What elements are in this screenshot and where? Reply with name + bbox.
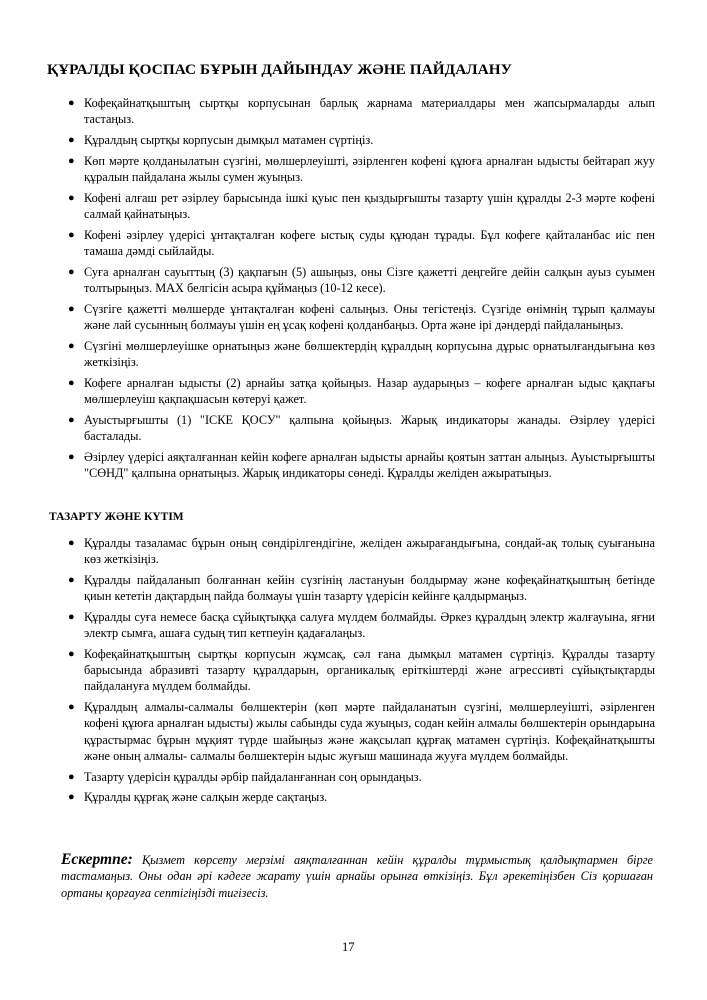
bullet-icon: ● bbox=[68, 537, 75, 549]
list-item: ● Құралды пайдаланып болғаннан кейін сүзгінің ластануын болдырмау және кофеқайнатқыштың бетінде қиын кететін дақтардың пайда болмауы үшін тазарту үдерісін кейінге қалдырмаңыз. bbox=[68, 573, 655, 604]
bullet-icon: ● bbox=[68, 450, 75, 463]
bullet-icon: ● bbox=[68, 265, 75, 278]
bullet-icon: ● bbox=[68, 228, 75, 241]
list-item: ● Тазарту үдерісін құралды әрбір пайдаланғаннан соң орындаңыз. bbox=[68, 769, 422, 784]
list-item: ● Кофеқайнатқыштың сыртқы корпусын жұмсақ, сәл ғана дымқыл матамен сүртіңіз. Құралды тазарту барысында абразивті тазарту құралдарын, органикалық еріткіштерді және агрессивті сұйықтықтарды пайдалануға мүлдем болмайды. bbox=[68, 647, 655, 694]
bullet-icon: ● bbox=[68, 154, 75, 167]
bullet-icon: ● bbox=[68, 134, 75, 146]
page-title: ҚҰРАЛДЫ ҚОСПАС БҰРЫН ДАЙЫНДАУ ЖӘНЕ ПАЙДАЛАНУ bbox=[47, 61, 512, 78]
list-item: ● Құралды құрғақ және салқын жерде сақтаңыз. bbox=[68, 790, 328, 805]
bullet-icon: ● bbox=[68, 302, 75, 315]
bullet-icon: ● bbox=[68, 701, 75, 714]
cleaning-list bbox=[70, 535, 655, 810]
note-label: Ескертпе bbox=[61, 851, 128, 868]
section-heading: ТАЗАРТУ ЖӘНЕ КҮТІМ bbox=[49, 511, 184, 523]
list-item: ● Кофені әзірлеу үдерісі ұнтақталған кофеге ыстық суды құюдан тұрады. Бұл кофеге қайталанбас иіс пен тамаша дәмді сыйлайды. bbox=[68, 227, 655, 258]
note-text: Қызмет көрсету мерзімі аяқталғаннан кейін құралды тұрмыстық қалдықтармен бірге тастамаңыз. Оны одан әрі кәдеге жарату үшін арнайы орынға өткізіңіз. Бұл әрекетіңізбен Сіз қоршаған ортаны қорғауға септігіңізді тигізесіз. bbox=[61, 853, 653, 900]
bullet-icon: ● bbox=[68, 339, 75, 352]
bullet-icon: ● bbox=[68, 770, 75, 783]
page-number: 17 bbox=[342, 940, 355, 954]
note-separator: : bbox=[127, 851, 133, 868]
list-item: ● Әзірлеу үдерісі аяқталғаннан кейін кофеге арналған ыдысты арнайы қоятын заттан алыңыз. Ауыстырғышты "СӨНД" қалпына орнатыңыз. Жарық индикаторы сөнеді. Құралды желіден ажыратыңыз. bbox=[68, 449, 655, 480]
list-item: ● Сүзгіні мөлшерлеуішке орнатыңыз және бөлшектердің құралдың корпусына дұрыс орнатылғандығына көз жеткізіңіз. bbox=[68, 338, 655, 369]
bullet-icon: ● bbox=[68, 97, 75, 109]
list-item: ● Құралдың алмалы-салмалы бөлшектерін (көп мәрте пайдаланатын сүзгіні, мөлшерлеуішті, әзірленген кофені құюға арналған ыдысты) жылы сабынды суда жуыңыз, содан кейін алмалы бөлшектерін орындарына құрастырмас бұрын мұқият түрде шайыңыз және жақсылап құрғақ матамен сүртіңіз. Кофеқайнатқышты және оның алмалы- салмалы бөлшектерін ыдыс жуғыш машинада жууға мүлдем болмайды. bbox=[68, 700, 655, 763]
bullet-icon: ● bbox=[68, 413, 75, 426]
preparation-list bbox=[70, 95, 655, 486]
list-item: ● Құралды тазаламас бұрын оның сөндірілгендігіне, желіден ажырағандығына, сондай-ақ толық суығанына көз жеткізіңіз. bbox=[68, 536, 655, 567]
bullet-icon: ● bbox=[68, 574, 75, 586]
list-item: ● Кофеқайнатқыштың сыртқы корпусынан барлық жарнама материалдары мен жапсырмаларды алып тастаңыз. bbox=[68, 96, 655, 127]
list-item: ● Құралды суға немесе басқа сұйықтыққа салуға мүлдем болмайды. Әркез құралдың электр жалғауына, яғни электр сымға, ашаға судың тип кетпеуін қадағалаңыз. bbox=[68, 610, 655, 641]
bullet-icon: ● bbox=[68, 648, 75, 660]
bullet-icon: ● bbox=[68, 376, 75, 389]
list-item: ● Кофеге арналған ыдысты (2) арнайы затқа қойыңыз. Назар аударыңыз – кофеге арналған ыдыс қақпағы мөлшерлеуіш қақпақшасын көтеруі қажет. bbox=[68, 375, 655, 406]
bullet-icon: ● bbox=[68, 191, 75, 204]
list-item: ● Суға арналған сауыттың (3) қақпағын (5) ашыңыз, оны Сізге қажетті деңгейге дейін салқын ауыз суымен толтырыңыз. MAX белгісін асыра құймаңыз (10-12 кесе). bbox=[68, 264, 655, 295]
list-item: ● Құралдың сыртқы корпусын дымқыл матамен сүртіңіз. bbox=[68, 133, 374, 147]
list-item: ● Көп мәрте қолданылатын сүзгіні, мөлшерлеуішті, әзірленген кофені құюға арналған ыдысты бейтарап жуу құралын пайдалана жылы сумен жуыңыз. bbox=[68, 153, 655, 184]
list-item: ● Кофені алғаш рет әзірлеу барысында ішкі қуыс пен қыздырғышты тазарту үшін құралды 2-3 мәрте кофені салмай қайнатыңыз. bbox=[68, 190, 655, 221]
bullet-icon: ● bbox=[68, 791, 75, 804]
list-item: ● Ауыстырғышты (1) "ІСКЕ ҚОСУ" қалпына қойыңыз. Жарық индикаторы жанады. Әзірлеу үдерісі басталады. bbox=[68, 412, 655, 443]
bullet-icon: ● bbox=[68, 611, 75, 623]
note-paragraph bbox=[61, 852, 653, 901]
list-item: ● Сүзгіге қажетті мөлшерде ұнтақталған кофені салыңыз. Оны тегістеңіз. Сүзгіде өнімнің тұрып қалмауы және лай сусынның болмауы үшін ең ұсақ кофені қолданбаңыз. Орта және ірі дәндерді пайдаланыңыз. bbox=[68, 301, 655, 332]
